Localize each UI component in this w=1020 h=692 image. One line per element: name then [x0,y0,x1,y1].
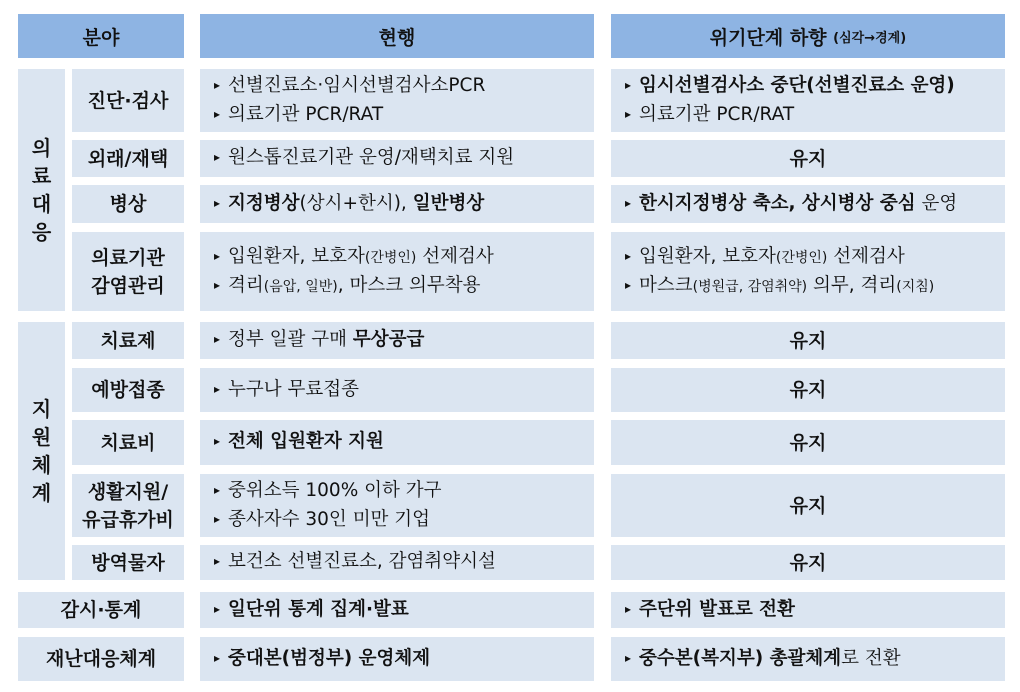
bullet-arrow-icon: ▸ [214,77,221,92]
row-label [72,322,184,359]
bullet-line [214,144,594,173]
downgrade-cell [611,140,1005,177]
bullet-text: 입원환자, 보호자 [228,245,365,267]
bullet-text: (간병인) [775,249,828,266]
downgrade-cell [611,232,1005,311]
row-label-text: 진단·검사 [87,89,169,112]
bullet-text: 선제검사 [827,245,905,267]
header-downgrade [611,14,1005,58]
group-medical-label: 의료대응 [31,136,52,244]
current-cell [200,322,594,359]
bullet-text: 보건소 선별진료소, 감염취약시설 [228,551,496,572]
bullet-line [625,243,1005,272]
bullet-line [625,596,1005,625]
row-label-text: 치료제 [100,329,156,352]
bullet-line [625,190,1005,219]
downgrade-cell [611,637,1005,681]
bullet-text: 의료기관 PCR/RAT [639,103,795,125]
row-label-text: 생활지원/ 유급휴가비 [82,480,174,531]
current-cell [200,140,594,177]
current-cell [200,69,594,132]
row-label-text: 재난대응체계 [45,648,157,670]
downgrade-cell [611,474,1005,537]
bullet-text: 마스크 [639,274,693,296]
bullet-text: 지정병상 [228,192,300,214]
row-label [72,232,184,311]
header-downgrade-sublabel: (심각→경계) [833,30,907,46]
row-label [72,545,184,580]
current-cell [200,368,594,412]
row-label [18,637,184,681]
bullet-arrow-icon: ▸ [214,511,221,526]
bullet-arrow-icon: ▸ [214,106,221,121]
row-label [18,592,184,628]
bullet-line [214,506,594,535]
current-cell [200,420,594,465]
bullet-text: 종사자수 30인 미만 기업 [228,508,431,530]
bullet-text: 입원환자, 보호자 [639,245,776,267]
downgrade-cell [611,592,1005,628]
bullet-text: (병원급, 감염취약) [692,278,808,295]
row-label [72,368,184,412]
bullet-line [214,376,594,405]
row-label-text: 감시·통계 [60,599,142,621]
bullet-text: 운영 [915,192,958,214]
bullet-text: 의무, 격리 [807,274,897,296]
bullet-text: (음압, 일반) [263,278,338,295]
bullet-arrow-icon: ▸ [625,195,632,210]
bullet-line [214,190,594,219]
bullet-line [214,548,594,577]
bullet-arrow-icon: ▸ [625,77,632,92]
row-label-text: 방역물자 [91,551,165,574]
bullet-arrow-icon: ▸ [214,332,221,346]
downgrade-cell [611,368,1005,412]
bullet-line [214,243,594,272]
bullet-text: , 마스크 의무착용 [337,274,481,296]
bullet-arrow-icon: ▸ [625,601,632,616]
bullet-text: 격리 [228,274,264,296]
bullet-text: 주단위 발표로 전환 [639,598,795,620]
bullet-arrow-icon: ▸ [625,277,632,292]
bullet-text: 중수본(복지부) 총괄체계 [639,647,842,669]
row-label-text: 예방접종 [91,379,165,401]
bullet-arrow-icon: ▸ [214,554,221,568]
bullet-line [625,101,1005,130]
bullet-text: 선별진료소·임시선별검사소PCR [228,74,486,96]
downgrade-cell [611,545,1005,580]
bullet-arrow-icon: ▸ [625,106,632,121]
current-cell [200,474,594,537]
bullet-text: (상시+한시), [299,192,413,214]
bullet-arrow-icon: ▸ [625,650,632,665]
current-cell [200,185,594,223]
bullet-line [214,72,594,101]
row-label [72,69,184,132]
bullet-line [214,326,594,355]
row-label-text: 병상 [109,193,147,215]
maintain-text: 유지 [789,147,827,170]
bullet-arrow-icon: ▸ [214,277,221,292]
header-downgrade-label: 위기단계 하향 [709,26,827,49]
bullet-arrow-icon: ▸ [214,195,221,210]
bullet-text: 원스톱진료기관 운영/재택치료 지원 [228,147,515,168]
maintain-text: 유지 [789,431,827,454]
bullet-arrow-icon: ▸ [214,248,221,263]
bullet-arrow-icon: ▸ [214,650,221,665]
bullet-line [214,101,594,130]
maintain-text: 유지 [789,379,827,401]
bullet-line [214,428,594,457]
bullet-text: 전체 입원환자 지원 [228,431,384,452]
bullet-text: 임시선별검사소 중단(선별진료소 운영) [639,74,955,96]
bullet-text: 일반병상 [412,192,485,214]
group-support [18,322,65,580]
bullet-text: 의료기관 PCR/RAT [228,103,384,125]
header-current-label: 현행 [378,26,416,49]
bullet-line [625,645,1005,674]
bullet-text: 중대본(범정부) 운영체제 [228,647,431,669]
downgrade-cell [611,69,1005,132]
row-label [72,140,184,177]
bullet-text: (간병인) [364,249,417,266]
bullet-text: 정부 일괄 구매 [228,329,353,350]
bullet-text: 일단위 통계 집계·발표 [228,598,409,620]
current-cell [200,232,594,311]
header-field [18,14,184,58]
bullet-arrow-icon: ▸ [625,248,632,263]
bullet-text: 선제검사 [416,245,494,267]
bullet-text: 누구나 무료접종 [228,378,360,400]
row-label-text: 의료기관 감염관리 [91,246,165,297]
current-cell [200,545,594,580]
bullet-arrow-icon: ▸ [214,150,221,164]
downgrade-cell [611,322,1005,359]
group-medical [18,69,65,311]
row-label [72,474,184,537]
bullet-line [625,272,1005,301]
bullet-text: 한시지정병상 축소, 상시병상 중심 [639,192,916,214]
bullet-arrow-icon: ▸ [214,381,221,396]
downgrade-cell [611,185,1005,223]
bullet-line [214,272,594,301]
bullet-arrow-icon: ▸ [214,482,221,497]
row-label [72,185,184,223]
bullet-line [214,645,594,674]
bullet-text: 중위소득 100% 이하 가구 [228,479,442,501]
row-label [72,420,184,465]
current-cell [200,592,594,628]
row-label-text: 외래/재택 [87,147,169,170]
group-support-label: 지원체계 [31,397,52,505]
maintain-text: 유지 [789,551,827,574]
bullet-arrow-icon: ▸ [214,434,221,448]
maintain-text: 유지 [789,494,827,517]
bullet-line [214,477,594,506]
bullet-text: 로 전환 [841,647,901,669]
maintain-text: 유지 [789,329,827,352]
bullet-arrow-icon: ▸ [214,601,221,616]
downgrade-cell [611,420,1005,465]
header-field-label: 분야 [82,26,120,49]
row-label-text: 치료비 [100,431,156,454]
bullet-line [214,596,594,625]
bullet-line [625,72,1005,101]
header-current [200,14,594,58]
bullet-text: (지침) [896,278,935,295]
bullet-text: 무상공급 [352,329,425,350]
current-cell [200,637,594,681]
